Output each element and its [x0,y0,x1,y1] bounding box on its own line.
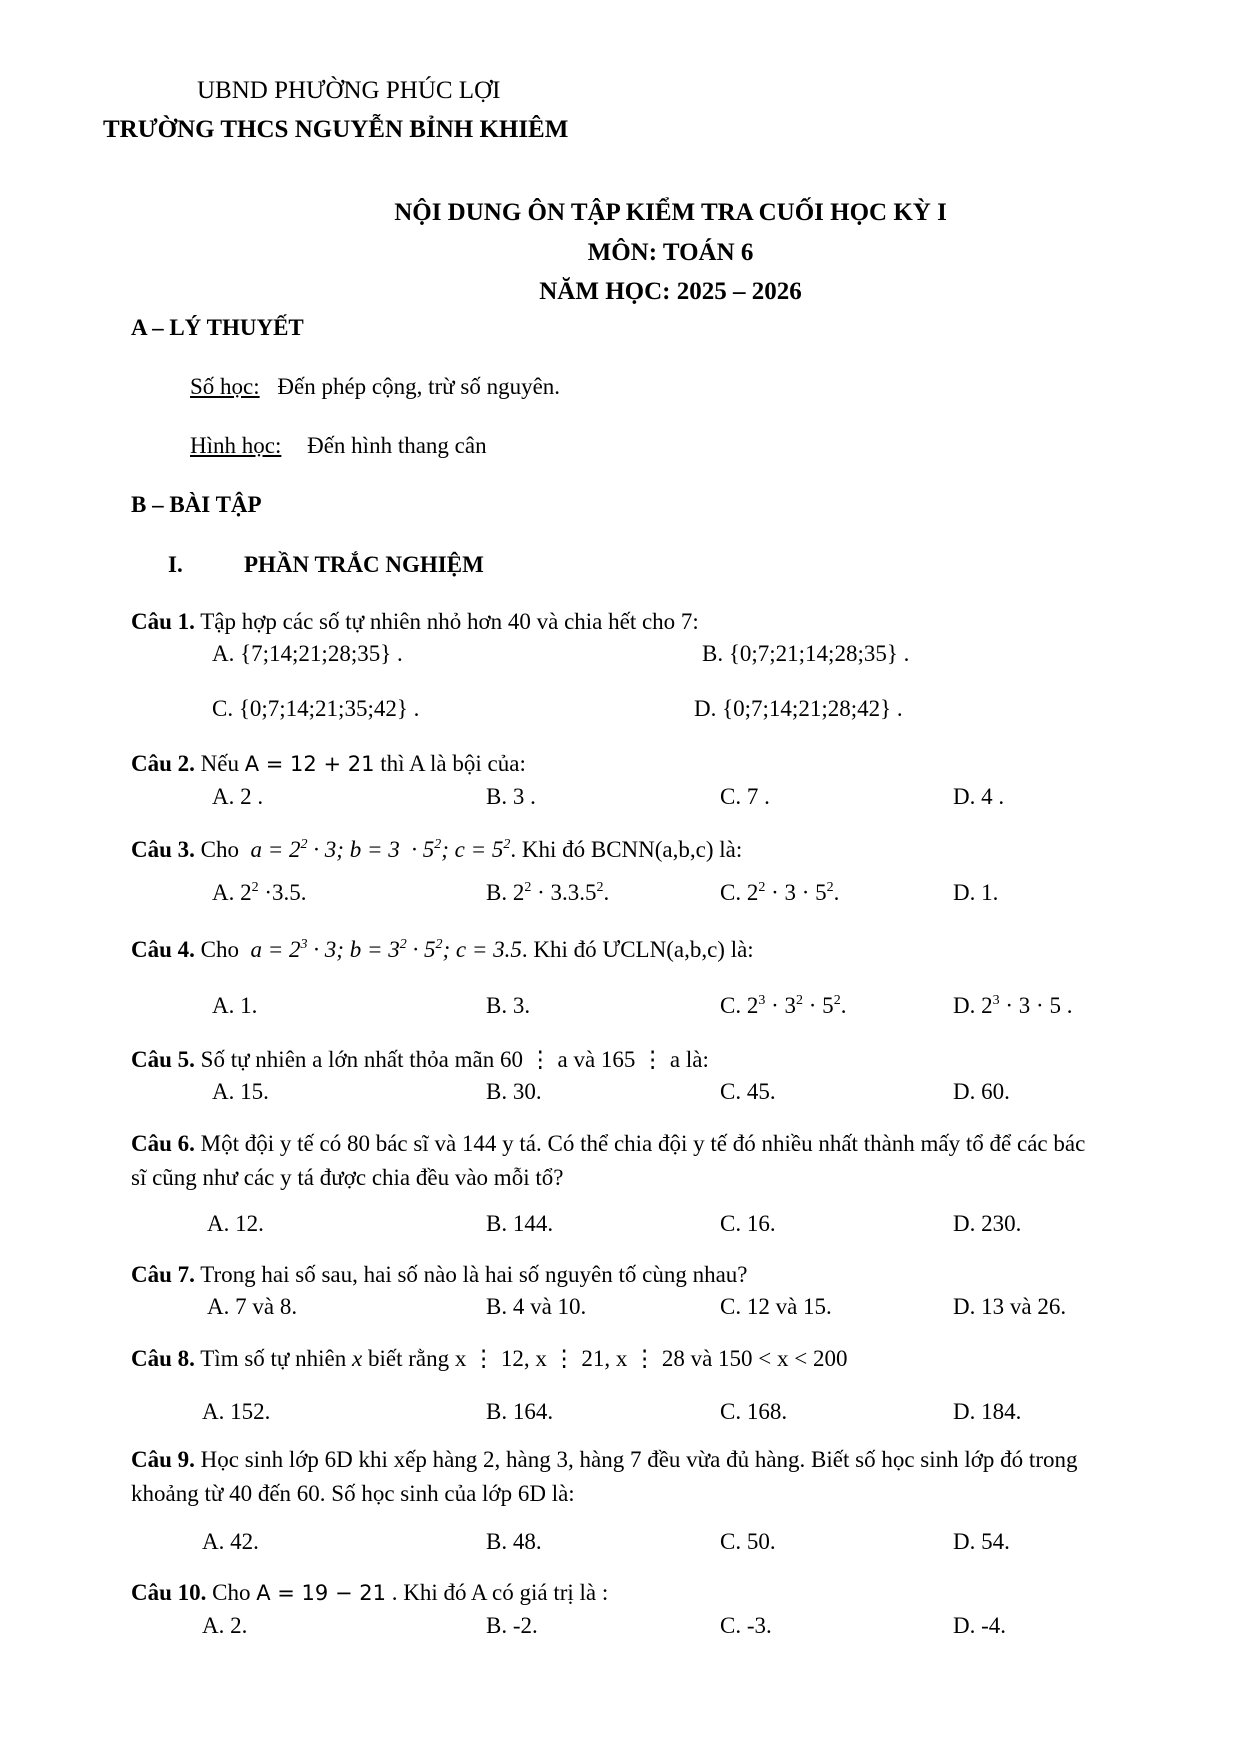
q1-option-b: B. {0;7;21;14;28;35} . [702,641,910,666]
part-number: I. [168,552,183,577]
question-text-pre: Cho [212,1580,251,1605]
question-text-line1: Học sinh lớp 6D khi xếp hàng 2, hàng 3, hàng 7 đều vừa đủ hàng. Biết số học sinh lớp đó trong [200,1447,1078,1472]
question-text-post: thì A là bội của: [380,751,526,776]
hinh-hoc-text: Đến hình thang cân [307,433,487,458]
question-10 [131,1579,608,1607]
q7-option-a: A. 7 và 8. [207,1294,298,1319]
doc-title: NỘI DUNG ÔN TẬP KIỂM TRA CUỐI HỌC KỲ I [394,199,947,226]
question-condition: x ⋮ 12, x ⋮ 21, x ⋮ 28 [454,1346,685,1371]
q1-option-d: D. {0;7;14;21;28;42} . [694,696,903,721]
q5-option-b: B. 30. [486,1079,542,1104]
q7-option-c: C. 12 và 15. [720,1294,832,1319]
q4-option-a: A. 1. [212,993,258,1018]
question-text-pre: Số tự nhiên a lớn nhất thỏa mãn [200,1047,495,1072]
q1-option-c: C. {0;7;14;21;35;42} . [212,696,420,721]
q10-option-a: A. 2. [202,1613,248,1638]
q2-option-b: B. 3 . [486,784,536,809]
question-text-post: là: [685,1047,709,1072]
q8-option-a: A. 152. [202,1399,271,1424]
question-9-line2: khoảng từ 40 đến 60. Số học sinh của lớp 6D là: [131,1481,575,1506]
q5-option-c: C. 45. [720,1079,776,1104]
q8-option-d: D. 184. [953,1399,1022,1424]
question-text-mid: biết rằng [367,1346,450,1371]
q6-option-d: D. 230. [953,1211,1022,1236]
question-label: Câu 4. [131,937,195,962]
question-formula: $a = 2^2 \cdot 3$; $b = 3 \cdot 5^2$; $c = 5^2$ [244,837,511,862]
question-range: 150 < x < 200 [718,1346,848,1371]
q10-option-d: D. -4. [953,1613,1007,1638]
q8-option-c: C. 168. [720,1399,788,1424]
question-text-pre: Cho [200,837,239,862]
question-formula: $a = 2^3 \cdot 3$; $b = 3^2 \cdot 5^2$; c = 3.5 [244,937,522,962]
subject-title: MÔN: TOÁN 6 [587,239,754,266]
question-text-post: . Khi đó A có giá trị là : [391,1580,609,1605]
question-2 [131,750,526,778]
question-label: Câu 6. [131,1131,195,1156]
q9-option-d: D. 54. [953,1529,1010,1554]
q5-option-d: D. 60. [953,1079,1010,1104]
question-label: Câu 2. [131,751,195,776]
q4-option-d: D. $2^3 \cdot 3 \cdot 5$ . [953,993,1073,1018]
q4-option-c: C. $2^3 \cdot 3^2 \cdot 5^2$. [720,993,847,1018]
question-9 [131,1446,1077,1474]
school-district: UBND PHƯỜNG PHÚC LỢI [197,77,501,104]
question-6 [131,1130,1085,1158]
hinh-hoc-label: Hình học: [190,433,282,458]
question-6-line2: sĩ cũng như các y tá được chia đều vào mỗi tổ? [131,1165,564,1190]
question-and: và [690,1346,713,1371]
q7-option-d: D. 13 và 26. [953,1294,1067,1319]
so-hoc-text: Đến phép cộng, trừ số nguyên. [277,374,561,399]
q6-option-b: B. 144. [486,1211,554,1236]
question-text: Trong hai số sau, hai số nào là hai số nguyên tố cùng nhau? [200,1262,748,1287]
question-text-post: . Khi đó BCNN(a,b,c) là: [510,837,743,862]
q10-option-b: B. -2. [486,1613,538,1638]
section-a-heading: A – LÝ THUYẾT [131,315,304,340]
question-variable: x [352,1346,363,1371]
q9-option-c: C. 50. [720,1529,776,1554]
q9-option-a: A. 42. [202,1529,259,1554]
question-label: Câu 1. [131,609,195,634]
so-hoc-label: Số học: [190,374,260,399]
question-condition-1: 60 ⋮ a [499,1047,568,1072]
question-8 [131,1345,848,1373]
question-label: Câu 5. [131,1047,195,1072]
q10-option-c: C. -3. [720,1613,772,1638]
q1-option-a: A. {7;14;21;28;35} . [212,641,403,666]
q7-option-b: B. 4 và 10. [486,1294,587,1319]
q2-option-d: D. 4 . [953,784,1005,809]
section-b-heading: B – BÀI TẬP [131,492,262,517]
q2-option-a: A. 2 . [212,784,264,809]
question-condition-2: 165 ⋮ a [600,1047,681,1072]
question-label: Câu 3. [131,837,195,862]
q3-option-b: B. $2^2 \cdot 3.3.5^2$. [486,880,610,905]
question-text-pre: Nếu [200,751,239,776]
question-label: Câu 7. [131,1262,195,1287]
q9-option-b: B. 48. [486,1529,542,1554]
q3-option-a: A. $2^2 \cdot 3.5$. [212,880,307,905]
school-name: TRƯỜNG THCS NGUYỄN BỈNH KHIÊM [103,116,569,143]
question-5 [131,1046,709,1074]
hinh-hoc-line [190,432,487,460]
question-and: và [573,1047,596,1072]
question-text-pre: Cho [200,937,239,962]
question-4 [131,936,754,964]
q4-option-b: B. 3. [486,993,531,1018]
q2-option-c: C. 7 . [720,784,770,809]
so-hoc-line [190,373,560,401]
question-text-line1: Một đội y tế có 80 bác sĩ và 144 y tá. Có thể chia đội y tế đó nhiều nhất thành mấy tổ để các bác [200,1131,1086,1156]
q3-option-c: C. $2^2 \cdot 3 \cdot 5^2$. [720,880,840,905]
q5-option-a: A. 15. [212,1079,269,1104]
question-label: Câu 10. [131,1580,207,1605]
question-text: Tập hợp các số tự nhiên nhỏ hơn 40 và chia hết cho 7: [200,609,699,634]
question-text-pre: Tìm số tự nhiên [200,1346,347,1371]
q6-option-c: C. 16. [720,1211,776,1236]
question-text-post: . Khi đó ƯCLN(a,b,c) là: [521,937,754,962]
question-7 [131,1261,748,1289]
question-3 [131,836,742,864]
question-label: Câu 9. [131,1447,195,1472]
school-year: NĂM HỌC: 2025 – 2026 [539,278,802,305]
question-expression: A = 12 + 21 [244,752,375,776]
q3-option-d: D. 1. [953,880,999,905]
question-expression: A = 19 − 21 [256,1581,386,1605]
part-title: PHẦN TRẮC NGHIỆM [244,552,484,577]
q8-option-b: B. 164. [486,1399,554,1424]
question-label: Câu 8. [131,1346,195,1371]
q6-option-a: A. 12. [207,1211,264,1236]
question-1 [131,608,699,636]
